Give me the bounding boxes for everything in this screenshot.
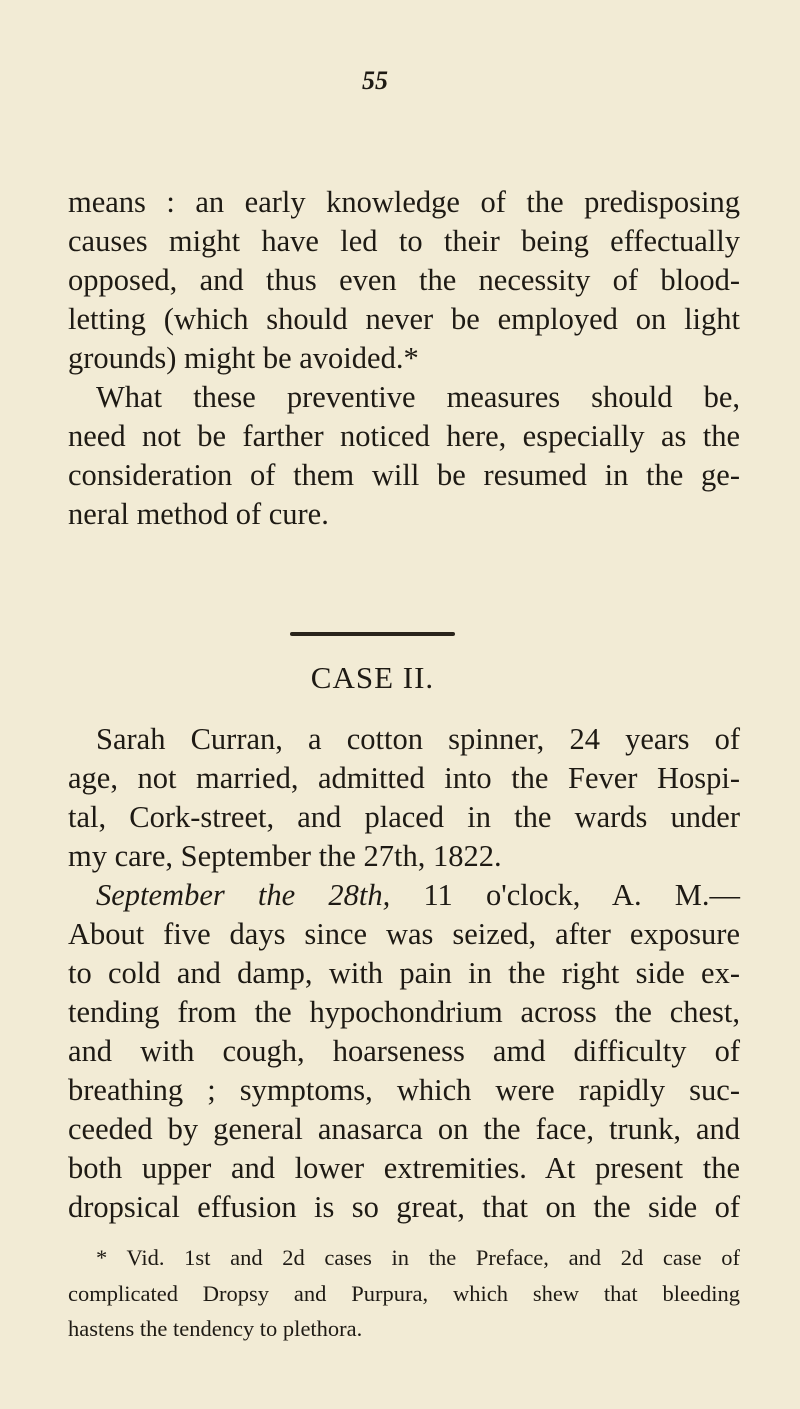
text-line: ceeded by general anasarca on the face, trunk, and xyxy=(68,1112,740,1146)
footnote-line: complicated Dropsy and Purpura, which shew that bleeding xyxy=(68,1281,740,1306)
text-line xyxy=(96,877,740,913)
text-line: opposed, and thus even the necessity of blood- xyxy=(68,263,740,297)
section-divider xyxy=(290,632,455,636)
text-line: and with cough, hoarseness amd difficulty of xyxy=(68,1034,740,1068)
text-line: dropsical effusion is so great, that on the side of xyxy=(68,1190,740,1224)
text-line: consideration of them will be resumed in the ge- xyxy=(68,458,740,492)
text-line: need not be farther noticed here, especially as the xyxy=(68,419,740,453)
text-line: tal, Cork-street, and placed in the wards under xyxy=(68,800,740,834)
text-line: my care, September the 27th, 1822. xyxy=(68,839,502,873)
text-line: age, not married, admitted into the Fever Hospi- xyxy=(68,761,740,795)
text-line: breathing ; symptoms, which were rapidly suc- xyxy=(68,1073,740,1107)
date-italic: September the 28th, xyxy=(96,878,391,912)
text-line: grounds) might be avoided.* xyxy=(68,341,419,375)
text-line: neral method of cure. xyxy=(68,497,329,531)
page-number: 55 xyxy=(362,66,388,95)
text-line: tending from the hypochondrium across the chest, xyxy=(68,995,740,1029)
text-line: About five days since was seized, after exposure xyxy=(68,917,740,951)
text-line: letting (which should never be employed on light xyxy=(68,302,740,336)
case-heading: CASE II. xyxy=(310,660,435,695)
text-line: means : an early knowledge of the predisposing xyxy=(68,185,740,219)
footnote-line: * Vid. 1st and 2d cases in the Preface, and 2d case of xyxy=(96,1245,740,1270)
text-line: Sarah Curran, a cotton spinner, 24 years of xyxy=(96,722,740,756)
footnote-line: hastens the tendency to plethora. xyxy=(68,1316,363,1341)
time-text: 11 o'clock, A. M.— xyxy=(423,878,741,912)
text-line: What these preventive measures should be, xyxy=(96,380,740,414)
text-line: both upper and lower extremities. At present the xyxy=(68,1151,740,1185)
text-line: to cold and damp, with pain in the right side ex- xyxy=(68,956,740,990)
text-line: causes might have led to their being effectually xyxy=(68,224,740,258)
